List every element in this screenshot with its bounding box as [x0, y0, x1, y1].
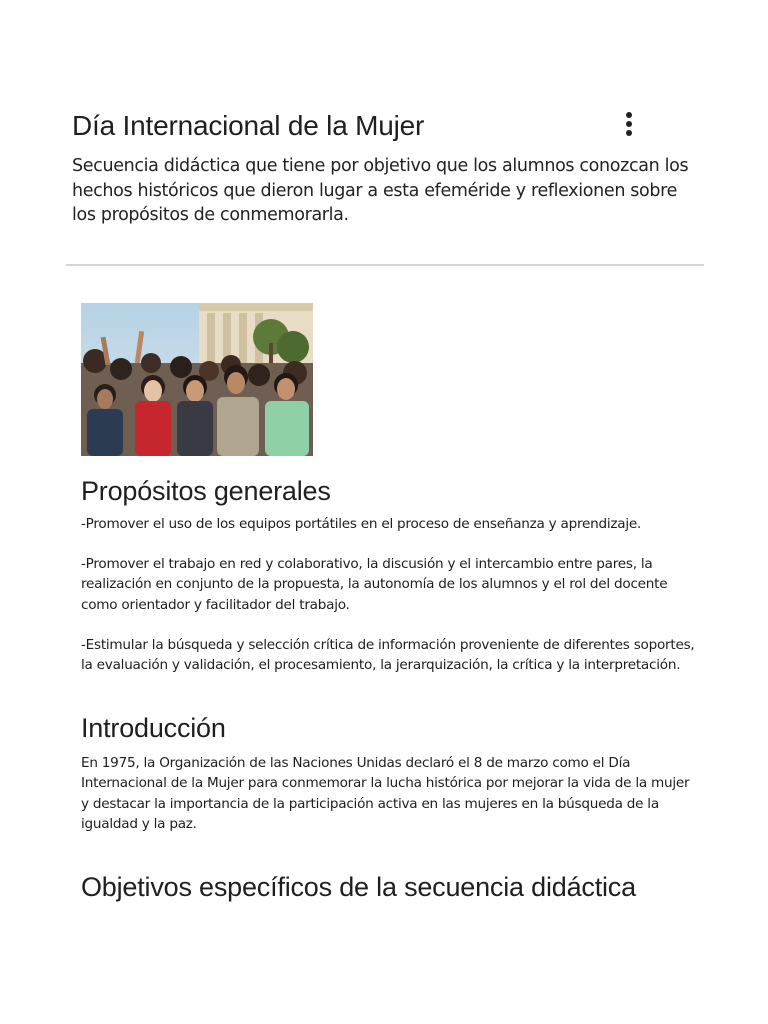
- proposito-1: -Promover el uso de los equipos portátiles en el proceso de enseñanza y aprendizaje.: [81, 516, 642, 532]
- page-title: Día Internacional de la Mujer: [72, 110, 425, 141]
- section-heading-propositos: Propósitos generales: [81, 476, 331, 506]
- proposito-2: -Promover el trabajo en red y colaborativo, la discusión y el intercambio entre pares, la realización en conjunto de la propuesta, la autonomía de los alumnos y el rol del docente como orientador y facilitador del trabajo.: [81, 556, 668, 613]
- header-divider: [66, 264, 704, 266]
- more-vertical-icon-dot-3: [626, 130, 632, 136]
- proposito-3: -Estimular la búsqueda y selección crítica de información proveniente de diferentes soportes, la evaluación y validación, el procesamiento, la jerarquización, la crítica y la interpretación.: [81, 636, 695, 674]
- page-subtitle: Secuencia didáctica que tiene por objetivo que los alumnos conozcan los hechos históricos que dieron lugar a esta efeméride y reflexionen sobre los propósitos de conmemorarla.: [72, 156, 689, 225]
- document-header: [72, 108, 692, 144]
- introduccion-paragraph: En 1975, la Organización de las Naciones Unidas declaró el 8 de marzo como el Día Internacional de la Mujer para conmemorar la lucha histórica por mejorar la vida de la mujer y destacar la importancia de la participación activa en las mujeres en la búsqueda de la igualdad y la paz.: [81, 755, 690, 832]
- document-body: [81, 303, 701, 902]
- more-vertical-icon-dot-2: [626, 121, 632, 127]
- section-heading-introduccion: Introducción: [81, 713, 226, 744]
- more-options-button[interactable]: [617, 106, 641, 142]
- protest-photo: [81, 303, 313, 456]
- section-heading-objetivos: Objetivos específicos de la secuencia didáctica: [81, 872, 636, 903]
- more-vertical-icon: [626, 112, 632, 118]
